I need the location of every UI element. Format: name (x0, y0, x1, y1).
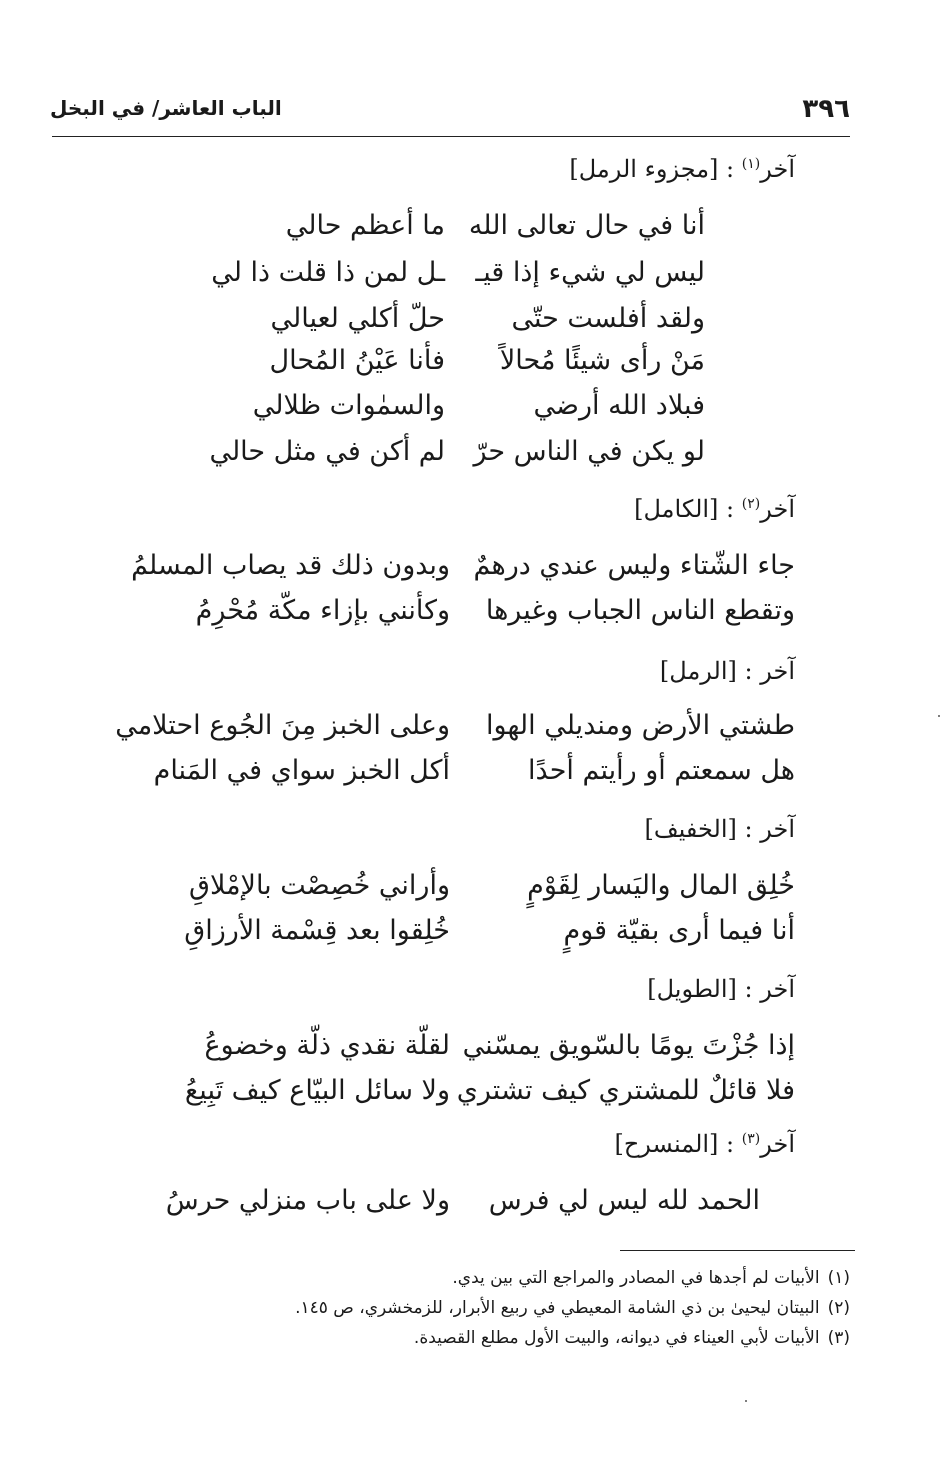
meter-label: : [الخفيف] (644, 815, 753, 843)
verse-second-hemistich: وعلى الخبز مِنَ الجُوع احتلامي (115, 710, 450, 741)
verse-first-hemistich: مَنْ رأى شيئًا مُحالاً (499, 345, 705, 376)
verse-second-hemistich: حلّ أكلي لعيالي (270, 303, 445, 334)
verse-second-hemistich: أكل الخبز سواي في المَنام (153, 755, 450, 786)
verse-first-hemistich: ليس لي شيء إذا قيـ (475, 257, 705, 288)
meter-label: : [الكامل] (634, 495, 735, 523)
footnote-ref: (٢) (741, 496, 761, 512)
footnote-ref: (٣) (741, 1131, 761, 1147)
verse-first-hemistich: لو يكن في الناس حرّ (473, 436, 705, 467)
verse-first-hemistich: فلا قائلٌ للمشتري كيف تشتري (456, 1075, 795, 1106)
verse-first-hemistich: هل سمعتم أو رأيتم أحدًا (528, 755, 795, 786)
verse-second-hemistich: وكأنني بإزاء مكّة مُحْرِمُ (195, 595, 450, 626)
scan-speck (745, 1400, 747, 1402)
footnote: (٢)البيتان ليحيىٰ بن ذي الشامة المعيطي في ربيع الأبرار، للزمخشري، ص ١٤٥. (295, 1298, 850, 1318)
verse-second-hemistich: خُلِقوا بعد قِسْمة الأرزاقِ (184, 915, 450, 946)
verse-second-hemistich: لم أكن في مثل حالي (209, 436, 445, 467)
scan-speck (938, 715, 940, 717)
verse-first-hemistich: جاء الشّتاء وليس عندي درهمٌ (473, 550, 795, 581)
verse-first-hemistich: طشتي الأرض ومنديلي الهوا (486, 710, 795, 741)
verse-second-hemistich: وأراني خُصِصْت بالإمْلاقِ (189, 870, 450, 901)
section-heading: آخر : [الرمل] (659, 657, 795, 685)
section-heading: آخر$^{(٣)}$ : [المنسرح] (614, 1130, 795, 1158)
page-number: ٣٩٦ (802, 94, 850, 124)
footnote: (١)الأبيات لم أجدها في المصادر والمراجع التي بين يدي. (452, 1268, 850, 1288)
verse-second-hemistich: وبدون ذلك قد يصاب المسلمُ (131, 550, 450, 581)
verse-second-hemistich: ولا على باب منزلي حرسُ (165, 1185, 450, 1216)
verse-first-hemistich: وتقطع الناس الجباب وغيرها (485, 595, 795, 626)
verse-first-hemistich: الحمد لله ليس لي فرس (488, 1185, 760, 1216)
footnote: (٣)الأبيات لأبي العيناء في ديوانه، والبيت الأول مطلع القصيدة. (413, 1328, 850, 1348)
footnote-rule (620, 1250, 855, 1251)
header-rule (52, 136, 850, 137)
page-header (50, 88, 850, 128)
verse-second-hemistich: والسمٰوات ظلالي (252, 390, 445, 421)
verse-second-hemistich: ما أعظم حالي (285, 210, 445, 241)
verse-second-hemistich: ولا سائل البيّاع كيف تَبِيعُ (184, 1075, 450, 1106)
verse-first-hemistich: أنا فيما أرى بقيّة قومٍ (563, 915, 795, 946)
verse-first-hemistich: أنا في حال تعالى الله (468, 210, 705, 241)
meter-label: : [مجزوء الرمل] (569, 155, 735, 183)
section-heading: آخر : [الطويل] (647, 975, 795, 1003)
section-heading: آخر$^{(٢)}$ : [الكامل] (634, 495, 795, 523)
running-title: الباب العاشر/ في البخل (50, 96, 282, 120)
meter-label: : [الرمل] (659, 657, 753, 685)
meter-label: : [الطويل] (647, 975, 753, 1003)
section-heading: آخر$^{(١)}$ : [مجزوء الرمل] (569, 155, 795, 183)
verse-second-hemistich: ـل لمن ذا قلت ذا لي (211, 257, 445, 288)
footnote-ref: (١) (741, 156, 761, 172)
section-heading: آخر : [الخفيف] (644, 815, 795, 843)
verse-first-hemistich: إذا جُزْتَ يومًا بالسّويق يمسّني (462, 1030, 795, 1061)
verse-first-hemistich: خُلِق المال واليَسار لِقَوْمٍ (527, 870, 795, 901)
verse-first-hemistich: ولقد أفلست حتّى (511, 303, 705, 334)
verse-second-hemistich: فأنا عَيْنُ المُحال (269, 345, 445, 376)
verse-second-hemistich: لقلّة نقدي ذلّة وخضوعُ (204, 1030, 450, 1061)
verse-first-hemistich: فبلاد الله أرضي (533, 390, 705, 421)
meter-label: : [المنسرح] (614, 1130, 735, 1158)
